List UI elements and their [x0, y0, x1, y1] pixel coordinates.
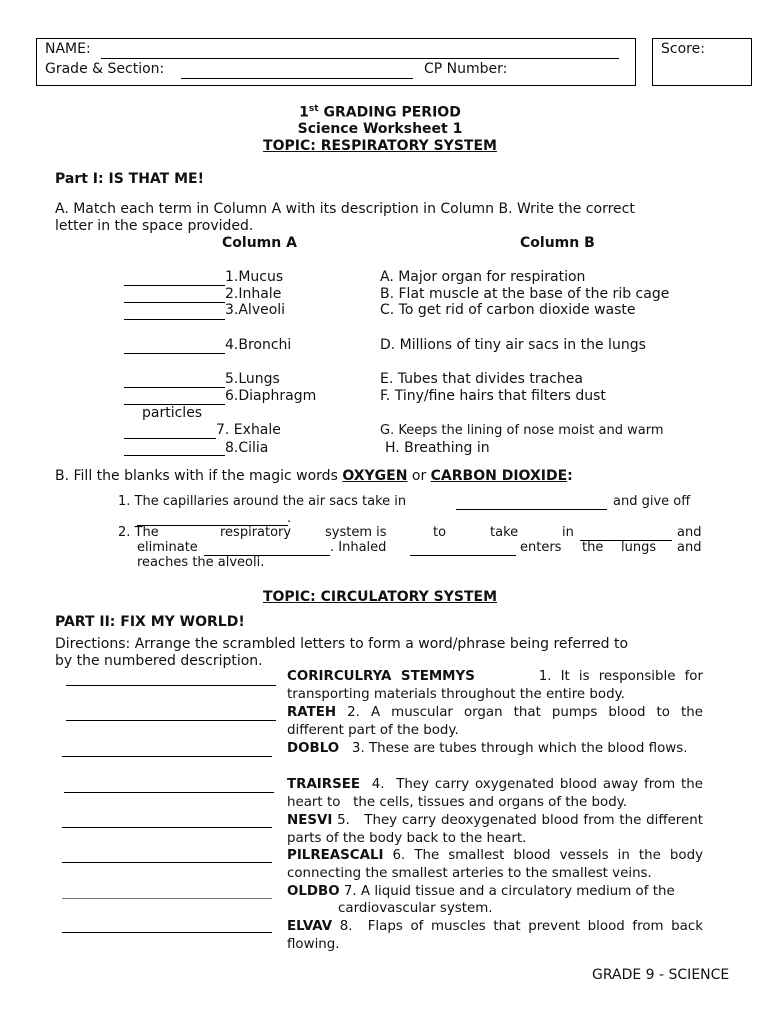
- worksheet-title: Science Worksheet 1: [297, 121, 463, 137]
- part2-item-6: PILREASCALI 6. The smallest blood vessels in the body connecting the smallest arteries to the smallest veins.: [287, 848, 708, 881]
- part2-blank-1[interactable]: [66, 684, 276, 686]
- part1-instruction-2: letter in the space provided.: [55, 218, 254, 234]
- part2-item-3: DOBLO 3. These are tubes through which the blood flows.: [287, 741, 688, 756]
- part2-blank-5[interactable]: [62, 826, 272, 828]
- column-a-header: Column A: [222, 235, 297, 251]
- part2-item-2: RATEH 2. A muscular organ that pumps blood to the different part of the body.: [287, 705, 708, 738]
- part2-blank-8[interactable]: [62, 931, 272, 933]
- partb-item1-start: 1. The capillaries around the air sacs take in: [118, 494, 407, 509]
- part2-item-4: TRAIRSEE 4. They carry oxygenated blood away from the heart to the cells, tissues and organs of the body.: [287, 777, 708, 810]
- grading-period-title: 1st GRADING PERIOD: [299, 104, 461, 121]
- partb-item2-w1: 2. The: [118, 525, 159, 540]
- term-6: 6.Diaphragm: [225, 388, 317, 404]
- term-7: 7. Exhale: [216, 422, 281, 438]
- part1-heading: Part I: IS THAT ME!: [55, 171, 204, 187]
- partb-item2-eliminate: eliminate: [137, 540, 198, 555]
- description-e: E. Tubes that divides trachea: [380, 371, 583, 387]
- answer-blank-4[interactable]: [124, 352, 225, 354]
- name-field[interactable]: [101, 57, 619, 59]
- term-1: 1.Mucus: [225, 269, 284, 285]
- partb-item2-the: the: [582, 540, 604, 555]
- partb-item2-and: and: [677, 540, 702, 555]
- term-4: 4.Bronchi: [225, 337, 292, 353]
- description-f: F. Tiny/fine hairs that filters dust: [380, 388, 606, 404]
- part2-blank-2[interactable]: [66, 719, 276, 721]
- part2-directions-2: by the numbered description.: [55, 653, 263, 669]
- answer-blank-1[interactable]: [124, 284, 225, 286]
- word-carbon-dioxide: CARBON DIOXIDE: [430, 468, 568, 484]
- footer-grade: GRADE 9 - SCIENCE: [592, 967, 730, 983]
- description-d: D. Millions of tiny air sacs in the lungs: [380, 337, 646, 353]
- part2-item-8: ELVAV 8. Flaps of muscles that prevent blood from back flowing.: [287, 919, 708, 952]
- column-b-header: Column B: [520, 235, 595, 251]
- cp-number-label: CP Number:: [424, 61, 508, 77]
- part2-blank-6[interactable]: [62, 861, 272, 863]
- answer-blank-5[interactable]: [124, 386, 225, 388]
- word-oxygen: OXYGEN: [342, 468, 408, 484]
- description-c: C. To get rid of carbon dioxide waste: [380, 302, 636, 318]
- part2-item-1: CORIRCULRYA STEMMYS 1. It is responsible for transporting materials throughout the entire body.: [287, 669, 708, 702]
- grade-section-field[interactable]: [181, 77, 413, 79]
- part2-blank-3[interactable]: [62, 755, 272, 757]
- grade-section-label: Grade & Section:: [45, 61, 165, 77]
- term-2: 2.Inhale: [225, 286, 282, 302]
- partb-item2-w4: to: [433, 525, 447, 540]
- partb-item2-inhaled: . Inhaled: [330, 540, 387, 555]
- partb-item2-end: reaches the alveoli.: [137, 555, 265, 570]
- part2-item-5: NESVI 5. They carry deoxygenated blood from the different parts of the body back to the heart.: [287, 813, 708, 846]
- partb-period: .: [287, 511, 292, 526]
- answer-blank-8[interactable]: [124, 454, 225, 456]
- answer-blank-7[interactable]: [124, 437, 216, 439]
- partb-item2-enters: enters: [520, 540, 562, 555]
- answer-blank-3[interactable]: [124, 318, 225, 320]
- partb-item2-w2: respiratory: [220, 525, 292, 540]
- topic-respiratory: TOPIC: RESPIRATORY SYSTEM: [263, 138, 497, 154]
- term-8: 8.Cilia: [225, 440, 269, 456]
- answer-blank-2[interactable]: [124, 301, 225, 303]
- part2-item-7-continuation: cardiovascular system.: [338, 901, 493, 916]
- partb-item2-lungs: lungs: [621, 540, 657, 555]
- partb-item2-w5: take: [490, 525, 519, 540]
- partb-item1-end: and give off: [613, 494, 691, 509]
- term-5: 5.Lungs: [225, 371, 280, 387]
- description-h: H. Breathing in: [385, 440, 490, 456]
- part2-heading: PART II: FIX MY WORLD!: [55, 614, 245, 630]
- score-label: Score:: [661, 41, 705, 57]
- description-a: A. Major organ for respiration: [380, 269, 586, 285]
- part2-blank-7[interactable]: [62, 897, 272, 899]
- partb-item2-w6: in: [562, 525, 574, 540]
- description-g: G. Keeps the lining of nose moist and warm: [380, 423, 664, 438]
- description-b: B. Flat muscle at the base of the rib cage: [380, 286, 670, 302]
- name-label: NAME:: [45, 41, 91, 57]
- part2-directions-1: Directions: Arrange the scrambled letters to form a word/phrase being referred to: [55, 636, 629, 652]
- partb-instruction: B. Fill the blanks with if the magic words OXYGEN or CARBON DIOXIDE:: [55, 468, 573, 484]
- partb-blank-1a[interactable]: [456, 508, 607, 510]
- partb-blank-2c[interactable]: [410, 554, 516, 556]
- part2-blank-4[interactable]: [64, 791, 274, 793]
- part2-item-7: OLDBO 7. A liquid tissue and a circulatory medium of the: [287, 884, 675, 899]
- topic-circulatory: TOPIC: CIRCULATORY SYSTEM: [262, 589, 498, 605]
- partb-item2-w7: and: [677, 525, 702, 540]
- part1-instruction-1: A. Match each term in Column A with its description in Column B. Write the correct: [55, 201, 635, 217]
- partb-item2-w3: system is: [325, 525, 387, 540]
- particles-continuation: particles: [142, 405, 203, 421]
- term-3: 3.Alveoli: [225, 302, 286, 318]
